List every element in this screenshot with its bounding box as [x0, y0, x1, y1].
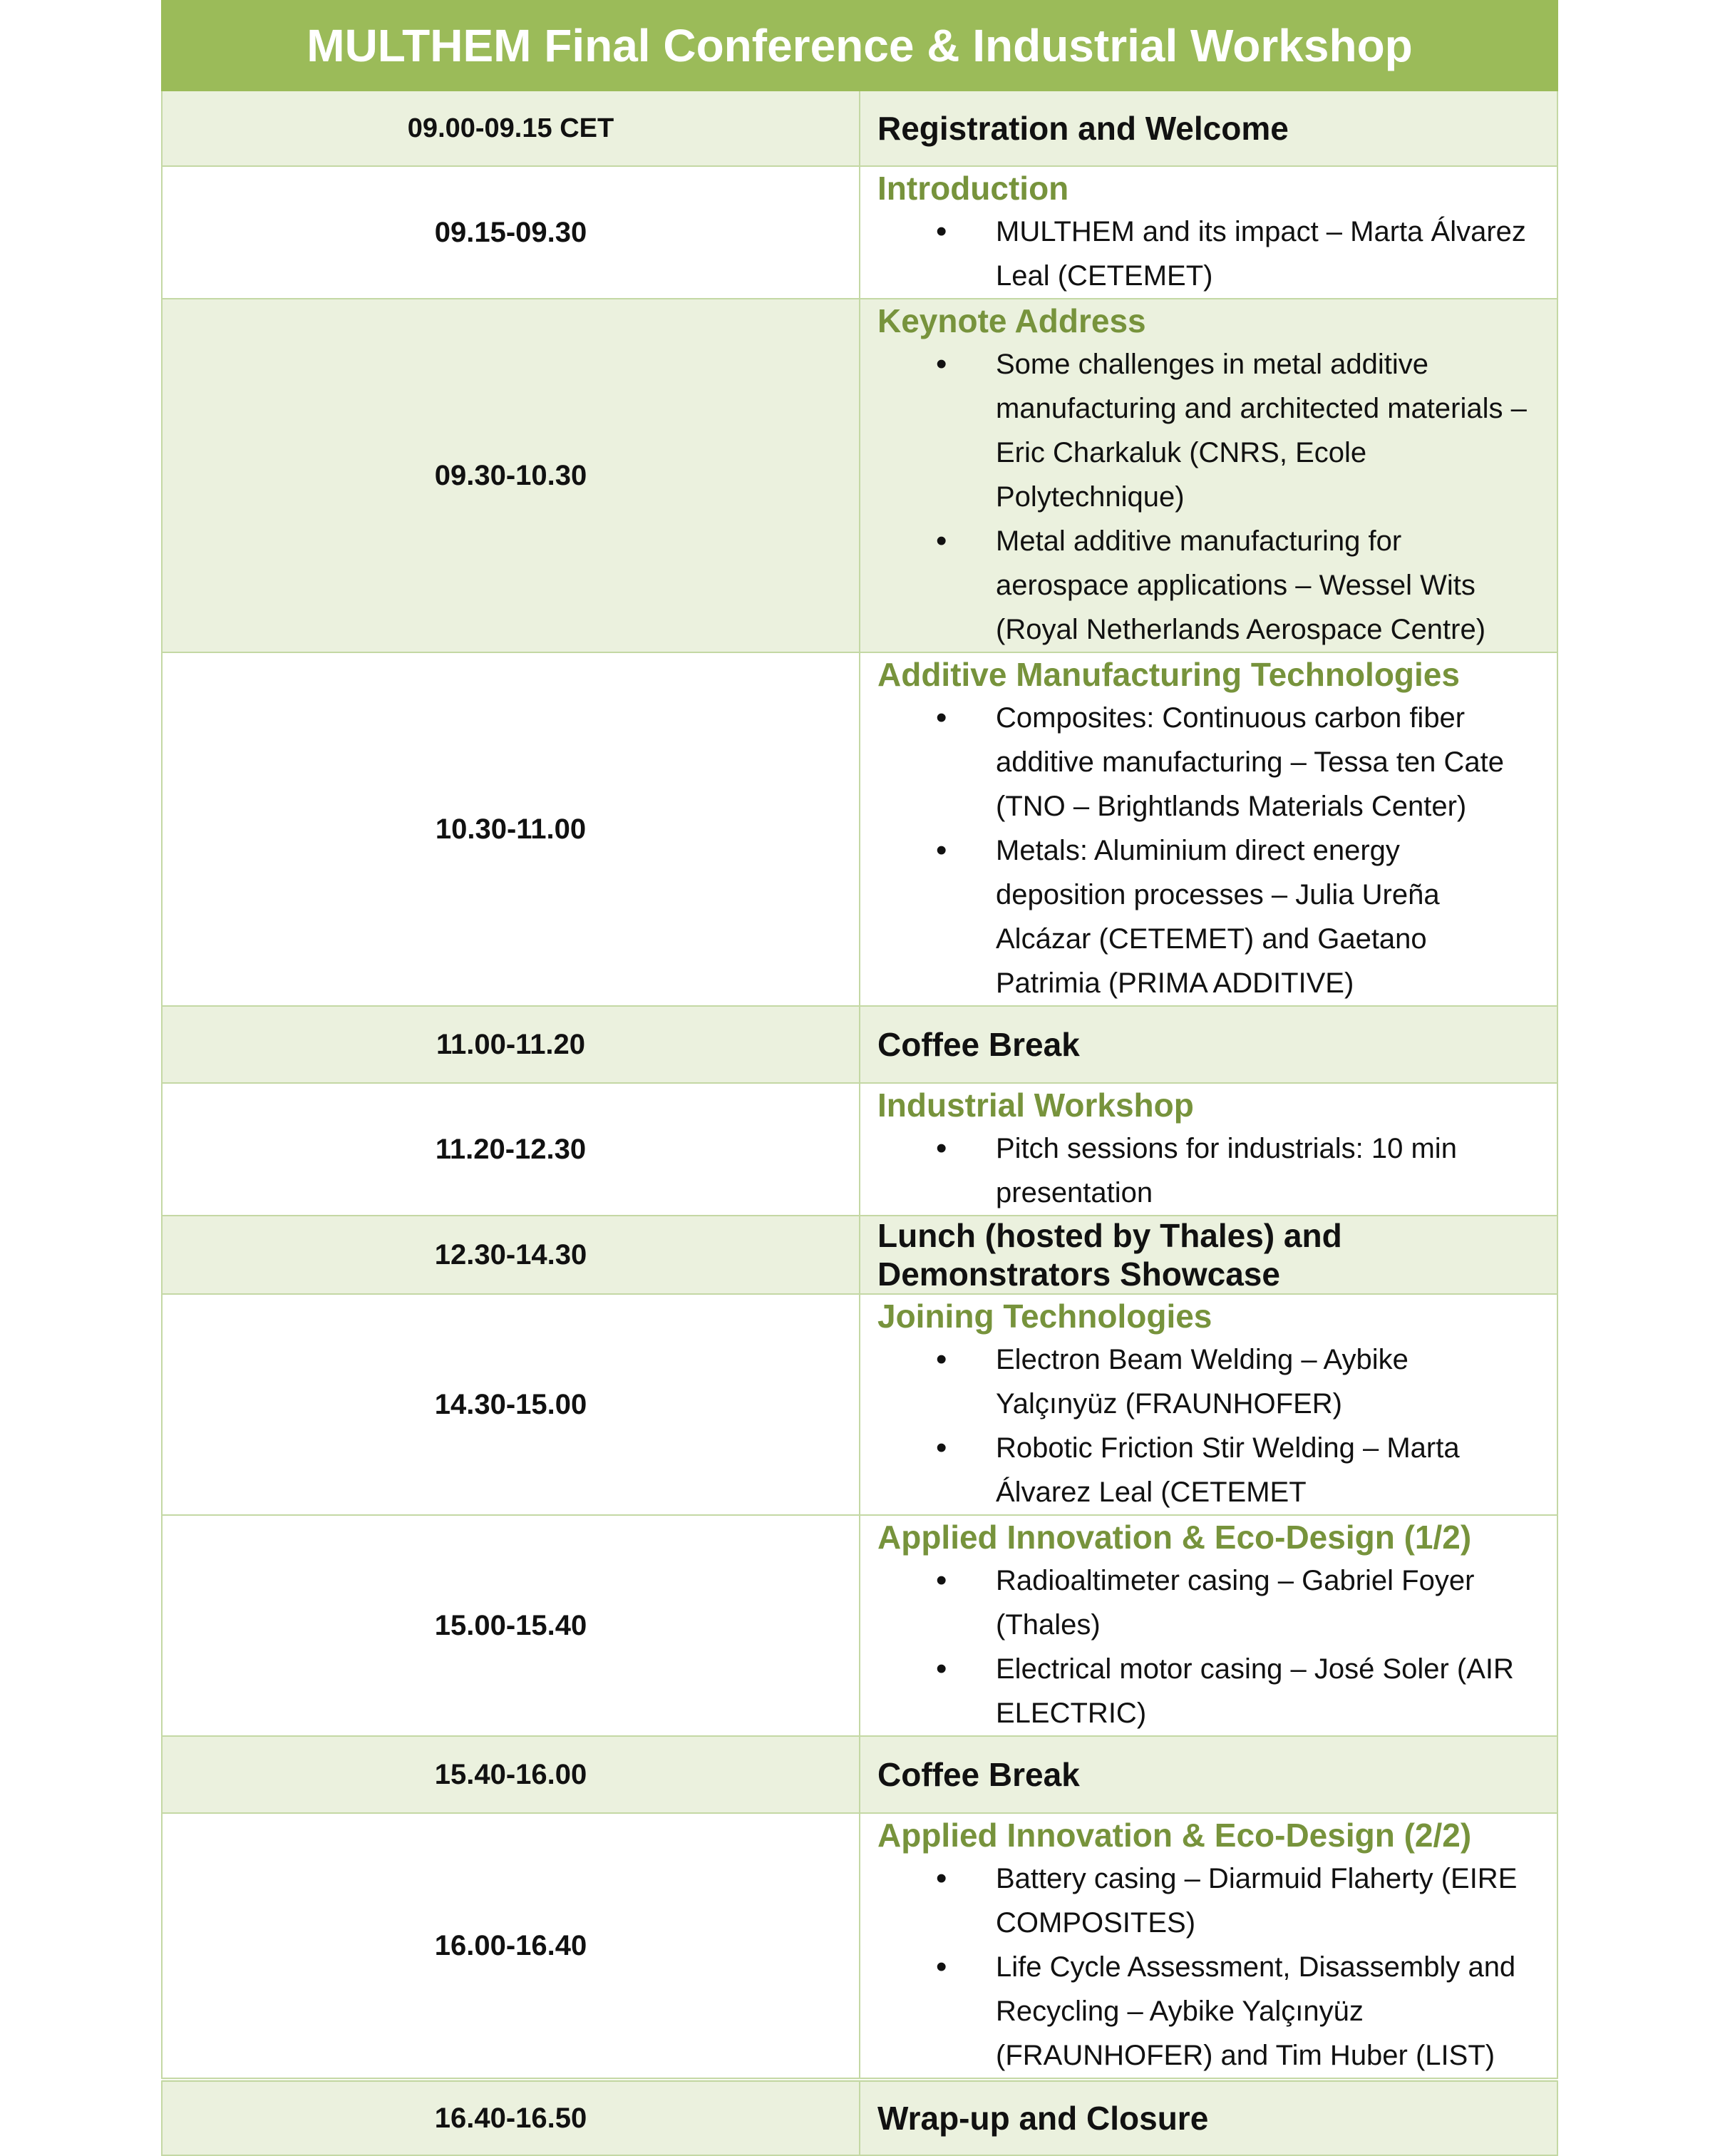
agenda-row: [162, 1813, 1557, 2080]
list-item: • Pitch sessions for industrials: 10 min presentation: [877, 1126, 1557, 1215]
time-slot: 09.15-09.30: [162, 166, 860, 299]
time-slot: 15.00-15.40: [162, 1515, 860, 1736]
agenda-row: [162, 1736, 1557, 1813]
row-title: Lunch (hosted by Thales) and Demonstrators Showcase: [877, 1217, 1342, 1293]
agenda-cell: [860, 1736, 1557, 1813]
list-item: • Radioaltimeter casing – Gabriel Foyer (Thales): [877, 1559, 1557, 1647]
agenda-cell: [860, 2080, 1557, 2155]
list-item: • Life Cycle Assessment, Disassembly and Recycling – Aybike Yalçınyüz (FRAUNHOFER) and Tim Huber (LIST): [877, 1945, 1557, 2078]
section-title: Introduction: [877, 170, 1069, 207]
item-list: [877, 1857, 1557, 2078]
time-slot: 11.20-12.30: [162, 1083, 860, 1216]
item-list: [877, 210, 1557, 298]
agenda-cell: [860, 1515, 1557, 1736]
row-title: Coffee Break: [877, 1756, 1080, 1793]
page-title: MULTHEM Final Conference & Industrial Workshop: [162, 1, 1557, 91]
agenda-row: [162, 2080, 1557, 2155]
time-slot: 16.40-16.50: [162, 2080, 860, 2155]
agenda-cell: [860, 166, 1557, 299]
agenda-row: [162, 1515, 1557, 1736]
item-list: [877, 1559, 1557, 1735]
time-slot: 14.30-15.00: [162, 1294, 860, 1515]
agenda-cell: [860, 652, 1557, 1006]
agenda-cell: [860, 91, 1557, 166]
row-title: Registration and Welcome: [877, 110, 1289, 147]
section-title: Additive Manufacturing Technologies: [877, 656, 1460, 693]
section-title: Keynote Address: [877, 302, 1146, 339]
agenda-row: [162, 166, 1557, 299]
agenda-table: [161, 0, 1558, 2156]
row-title: Wrap-up and Closure: [877, 2100, 1209, 2137]
list-item: • Some challenges in metal additive manufacturing and architected materials – Eric Charkaluk (CNRS, Ecole Polytechnique): [877, 342, 1557, 519]
list-item: • MULTHEM and its impact – Marta Álvarez Leal (CETEMET): [877, 210, 1557, 298]
list-item: • Metals: Aluminium direct energy deposition processes – Julia Ureña Alcázar (CETEMET) and Gaetano Patrimia (PRIMA ADDITIVE): [877, 828, 1557, 1005]
section-title: Joining Technologies: [877, 1298, 1212, 1335]
item-list: [877, 342, 1557, 652]
time-slot: 16.00-16.40: [162, 1813, 860, 2080]
agenda-cell: [860, 299, 1557, 652]
section-title: Applied Innovation & Eco-Design (1/2): [877, 1519, 1472, 1556]
time-slot: 09.00-09.15 CET: [162, 91, 860, 166]
agenda-row: [162, 652, 1557, 1006]
list-item: • Robotic Friction Stir Welding – Marta Álvarez Leal (CETEMET: [877, 1426, 1557, 1514]
item-list: [877, 696, 1557, 1005]
list-item: • Composites: Continuous carbon fiber additive manufacturing – Tessa ten Cate (TNO – Brightlands Materials Center): [877, 696, 1557, 828]
time-slot: 11.00-11.20: [162, 1006, 860, 1083]
agenda-row: [162, 299, 1557, 652]
list-item: • Electron Beam Welding – Aybike Yalçınyüz (FRAUNHOFER): [877, 1338, 1557, 1426]
title-row: [162, 1, 1557, 91]
agenda-row: [162, 1083, 1557, 1216]
time-slot: 09.30-10.30: [162, 299, 860, 652]
item-list: [877, 1338, 1557, 1514]
agenda-cell: [860, 1294, 1557, 1515]
agenda-row: [162, 91, 1557, 166]
list-item: • Battery casing – Diarmuid Flaherty (EIRE COMPOSITES): [877, 1857, 1557, 1945]
section-title: Industrial Workshop: [877, 1087, 1194, 1124]
item-list: [877, 1126, 1557, 1215]
agenda-row: [162, 1294, 1557, 1515]
section-title: Applied Innovation & Eco-Design (2/2): [877, 1817, 1472, 1854]
agenda-row: [162, 1006, 1557, 1083]
list-item: • Electrical motor casing – José Soler (AIR ELECTRIC): [877, 1647, 1557, 1735]
agenda-cell: [860, 1006, 1557, 1083]
agenda-cell: [860, 1813, 1557, 2080]
agenda-cell: [860, 1216, 1557, 1294]
time-slot: 12.30-14.30: [162, 1216, 860, 1294]
list-item: • Metal additive manufacturing for aerospace applications – Wessel Wits (Royal Netherlands Aerospace Centre): [877, 519, 1557, 652]
agenda-cell: [860, 1083, 1557, 1216]
row-title: Coffee Break: [877, 1026, 1080, 1063]
time-slot: 15.40-16.00: [162, 1736, 860, 1813]
agenda-row: [162, 1216, 1557, 1294]
time-slot: 10.30-11.00: [162, 652, 860, 1006]
